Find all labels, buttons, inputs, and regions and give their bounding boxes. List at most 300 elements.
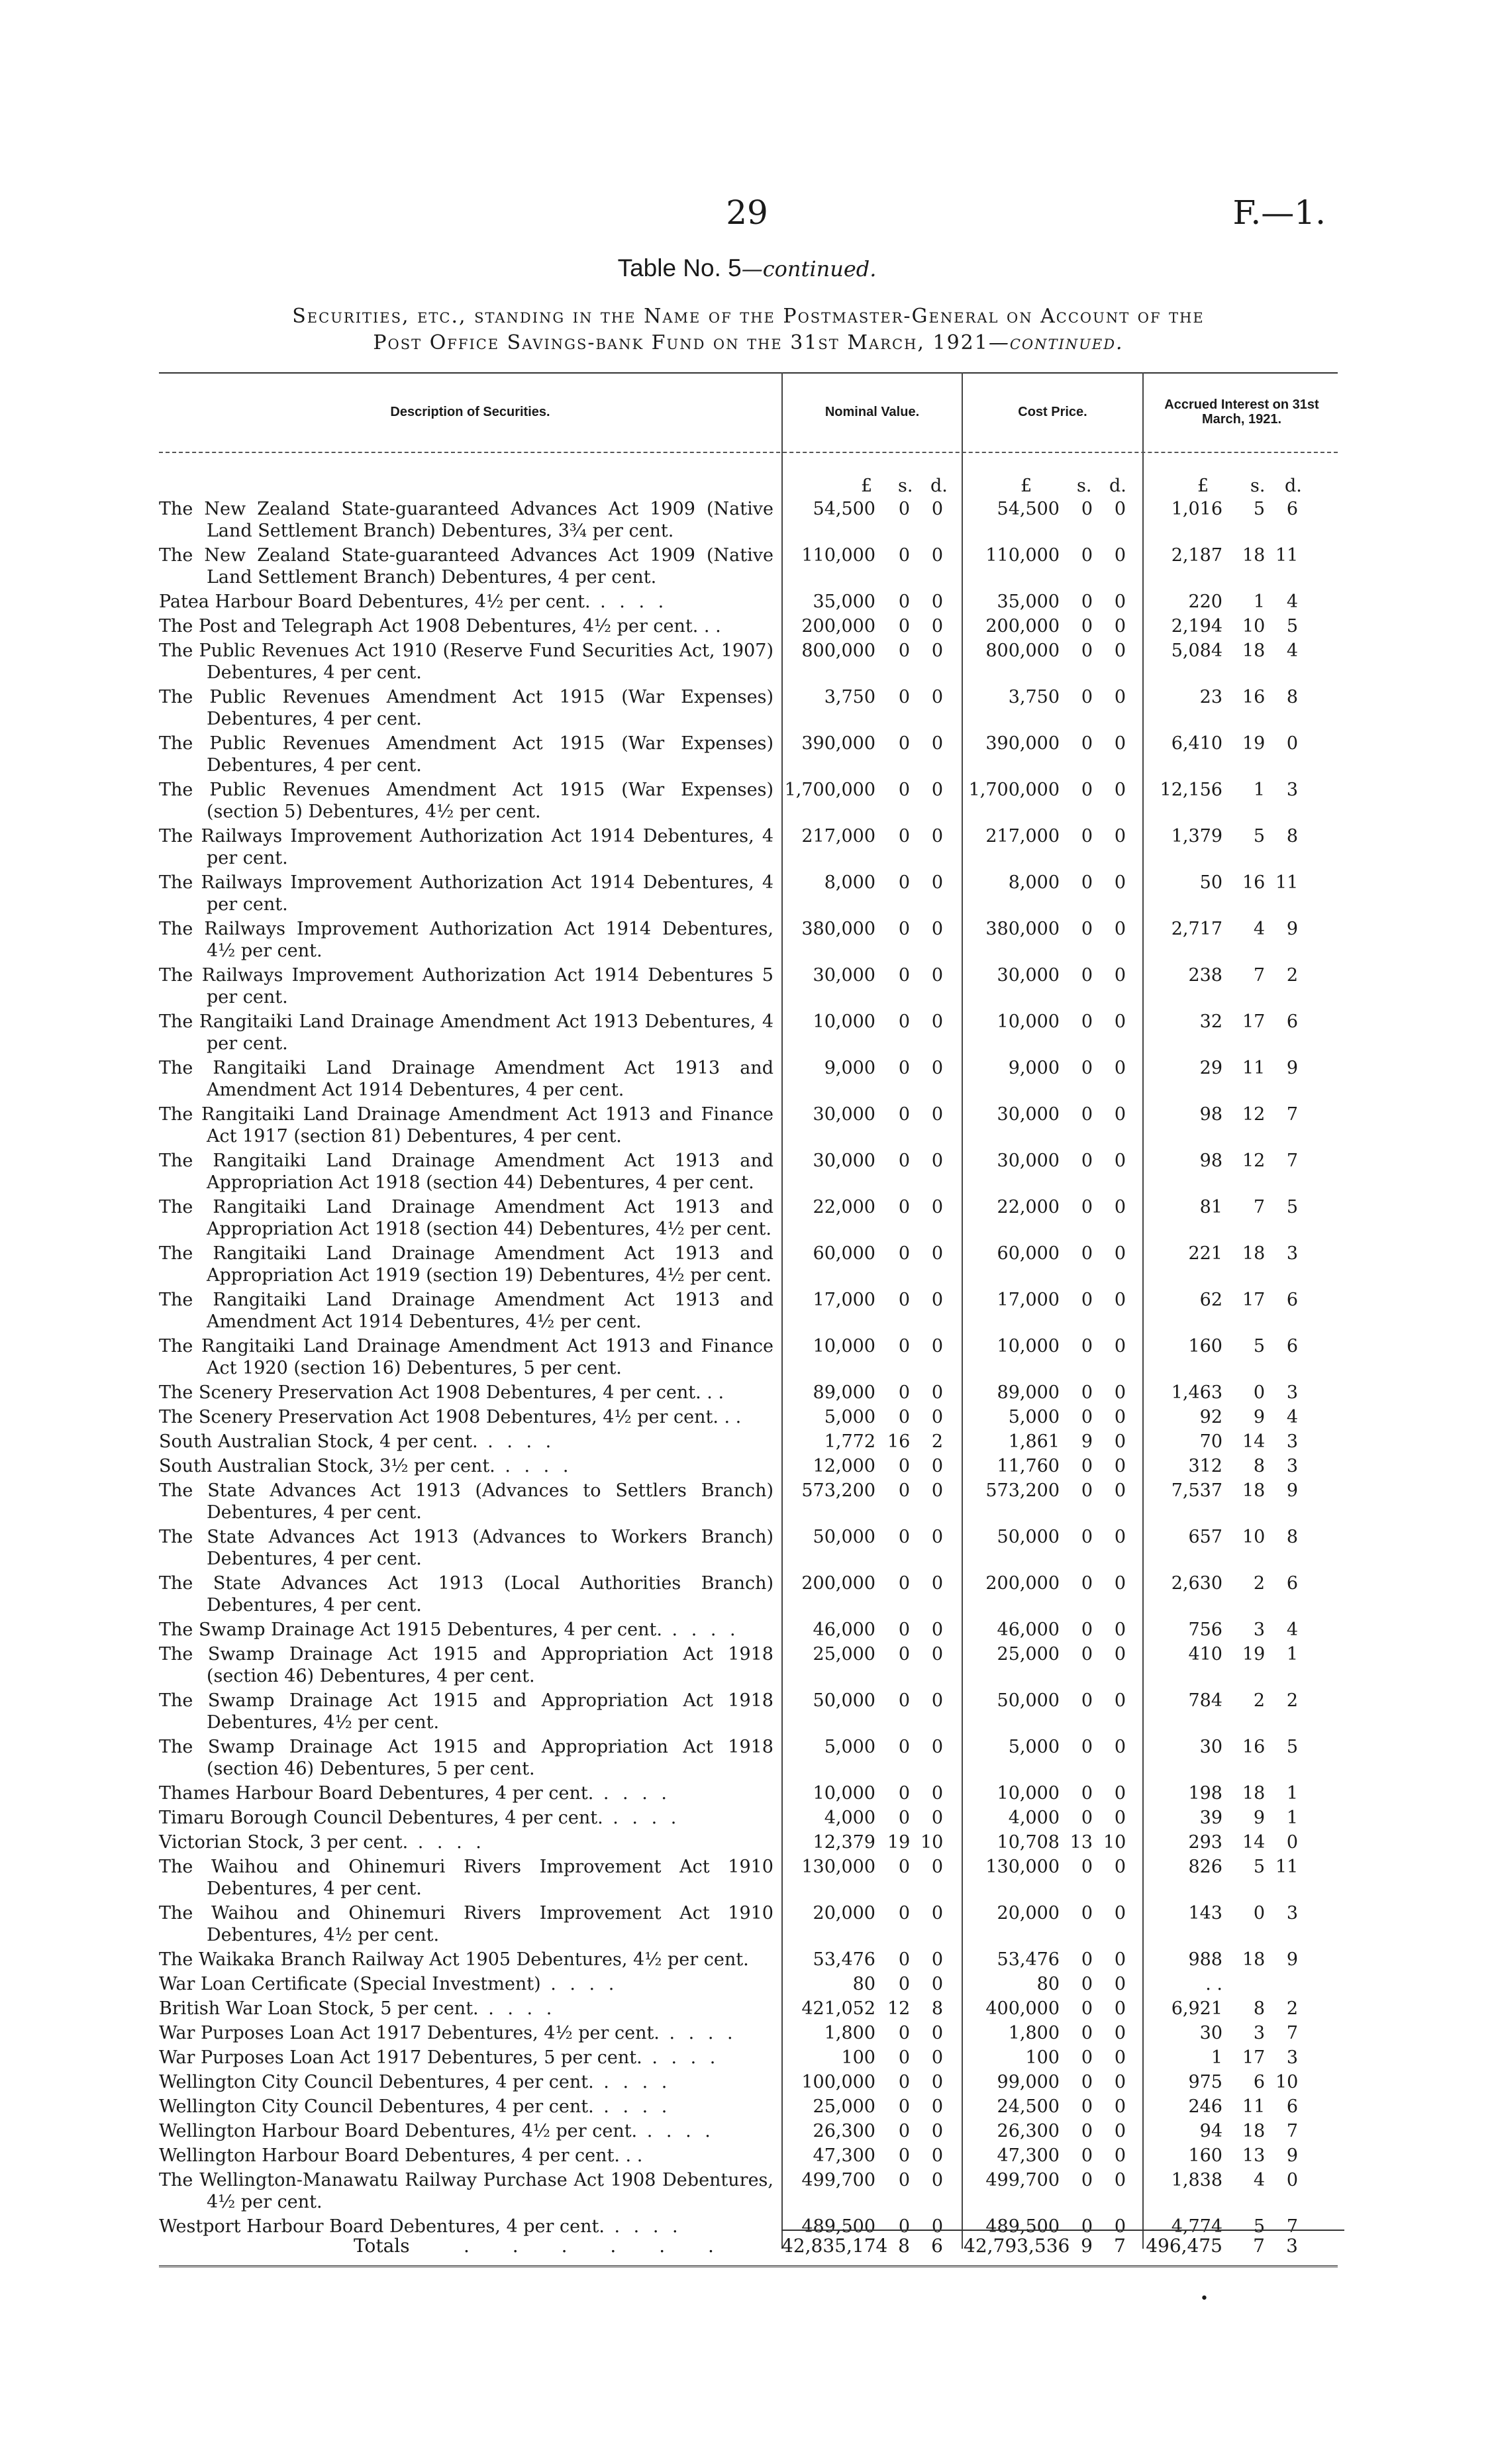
cost-pence: 0: [1114, 965, 1126, 986]
security-description: Patea Harbour Board Debentures, 4½ per cent. . . . .: [159, 591, 773, 613]
nominal-shillings: 0: [898, 1243, 910, 1264]
nominal-shillings: 0: [898, 1949, 910, 1970]
nominal-shillings: 0: [898, 545, 910, 566]
cost-pounds: 17,000: [997, 1290, 1060, 1310]
nominal-shillings: 0: [898, 2072, 910, 2092]
interest-shillings: 14: [1242, 1431, 1266, 1452]
interest-pence: 9: [1286, 1949, 1298, 1970]
nominal-pence: 0: [931, 1903, 943, 1924]
interest-shillings: 16: [1242, 687, 1266, 707]
interest-pounds: 5,084: [1171, 641, 1222, 661]
cost-pence: 0: [1114, 1903, 1126, 1924]
interest-shillings: 18: [1242, 2121, 1266, 2141]
interest-shillings: 18: [1242, 1783, 1266, 1804]
cost-shillings: 0: [1081, 1336, 1093, 1357]
cost-pence: 0: [1114, 872, 1126, 893]
nominal-pounds: 573,200: [801, 1480, 875, 1501]
interest-pence: 7: [1286, 2121, 1298, 2141]
nominal-pounds: 5,000: [824, 1737, 875, 1757]
nominal-pounds: 200,000: [801, 616, 875, 637]
cost-pence: 0: [1114, 1407, 1126, 1427]
security-description-cell: [159, 591, 773, 613]
cost-pence: 0: [1114, 2096, 1126, 2117]
interest-shillings: 10: [1242, 1527, 1266, 1547]
cost-shillings: 0: [1081, 1104, 1093, 1125]
interest-shillings: 19: [1242, 733, 1266, 754]
interest-pence: 10: [1275, 2072, 1299, 2092]
nominal-shillings: 0: [898, 1290, 910, 1310]
security-description: The Rangitaiki Land Drainage Amendment Act 1913 and Finance Act 1917 (section 81) Debentures, 4 per cent.: [159, 1104, 773, 1147]
nominal-pence: 0: [931, 1737, 943, 1757]
nominal-pence: 0: [931, 1243, 943, 1264]
nominal-shillings: 0: [898, 1903, 910, 1924]
cost-pounds: 1,861: [1008, 1431, 1060, 1452]
cost-shillings: 0: [1081, 1407, 1093, 1427]
security-description: The Rangitaiki Land Drainage Amendment Act 1913 and Amendment Act 1914 Debentures, 4 per cent.: [159, 1058, 773, 1100]
table-heading: [159, 303, 1338, 356]
interest-pounds: 2,187: [1171, 545, 1222, 566]
nominal-shillings: 0: [898, 2096, 910, 2117]
cost-pence: 0: [1114, 1619, 1126, 1640]
cost-pounds: 99,000: [997, 2072, 1060, 2092]
interest-pounds: 410: [1188, 1644, 1222, 1665]
cost-pence: 0: [1114, 1690, 1126, 1711]
table-row: [0, 1150, 1494, 1196]
table-row: [0, 1973, 1494, 1998]
cost-shillings: 0: [1081, 1690, 1093, 1711]
nominal-shillings: 0: [898, 687, 910, 707]
cost-shillings: 0: [1081, 1644, 1093, 1665]
nominal-pence: 0: [931, 2023, 943, 2043]
nominal-pounds: 390,000: [801, 733, 875, 754]
security-description: The Scenery Preservation Act 1908 Debentures, 4 per cent. . .: [159, 1382, 724, 1403]
table-row: [0, 1431, 1494, 1455]
table-row: [0, 1406, 1494, 1431]
security-description-cell: [159, 2169, 773, 2213]
cost-pence: 0: [1114, 1974, 1126, 1994]
interest-shillings: 18: [1242, 1243, 1266, 1264]
interest-pounds: . .: [1205, 1974, 1222, 1994]
interest-shillings: 8: [1253, 1998, 1265, 2019]
interest-pounds: 826: [1188, 1857, 1222, 1877]
security-description-cell: [159, 1643, 773, 1687]
security-description: The Public Revenues Amendment Act 1915 (War Expenses) (section 5) Debentures, 4½ per cent.: [159, 780, 773, 822]
interest-shillings: 0: [1253, 1382, 1265, 1403]
security-description: The State Advances Act 1913 (Local Authorities Branch) Debentures, 4 per cent.: [159, 1573, 773, 1616]
table-row: [0, 640, 1494, 686]
security-description-cell: [159, 1782, 773, 1804]
cost-pence: 0: [1114, 1243, 1126, 1264]
cost-pence: 0: [1114, 2145, 1126, 2166]
interest-shillings: 5: [1253, 1336, 1265, 1357]
nominal-shillings: 0: [898, 1011, 910, 1032]
nominal-shillings: 0: [898, 1407, 910, 1427]
table-row: [0, 779, 1494, 825]
security-description-cell: [159, 686, 773, 730]
interest-pounds: 98: [1199, 1104, 1222, 1125]
totals-row: [0, 2235, 1494, 2259]
security-description-cell: [159, 2022, 773, 2044]
interest-pence: 11: [1275, 1857, 1299, 1877]
nominal-shillings: 0: [898, 1783, 910, 1804]
security-description-cell: [159, 1690, 773, 1733]
security-description: War Purposes Loan Act 1917 Debentures, 4½ per cent. . . . .: [159, 2022, 773, 2044]
nominal-pounds: 100: [841, 2047, 875, 2068]
security-description-cell: [159, 733, 773, 776]
security-description: British War Loan Stock, 5 per cent. . . . .: [159, 1998, 773, 2020]
security-description: The Railways Improvement Authorization Act 1914 Debentures 5 per cent.: [159, 965, 773, 1007]
nominal-pence: 0: [931, 1336, 943, 1357]
cost-pounds: 54,500: [997, 499, 1060, 519]
nominal-pounds: 489,500: [801, 2216, 875, 2237]
interest-pence: 3: [1286, 2047, 1298, 2068]
interest-pounds: 988: [1188, 1949, 1222, 1970]
table-row: [0, 1289, 1494, 1335]
totals-rule: [781, 2230, 1344, 2231]
cost-pounds: 20,000: [997, 1903, 1060, 1924]
table-row: [0, 1736, 1494, 1782]
nominal-pounds: 22,000: [813, 1197, 875, 1217]
nominal-pence: 0: [931, 1407, 943, 1427]
nominal-pence: 0: [931, 1104, 943, 1125]
interest-pence: 3: [1286, 1431, 1298, 1452]
cost-shillings: 0: [1081, 2170, 1093, 2190]
nominal-pounds: 47,300: [813, 2145, 875, 2166]
security-description: Westport Harbour Board Debentures, 4 per cent. . . . .: [159, 2216, 773, 2237]
cost-pounds: 200,000: [985, 1573, 1060, 1594]
cost-pounds: 573,200: [985, 1480, 1060, 1501]
cost-shillings: 0: [1081, 1857, 1093, 1877]
interest-pence: 1: [1286, 1644, 1298, 1665]
cost-pence: 0: [1114, 1104, 1126, 1125]
security-description-cell: [159, 1104, 773, 1147]
nominal-shillings: 0: [898, 1857, 910, 1877]
interest-pence: 4: [1286, 641, 1298, 661]
interest-pence: 0: [1286, 733, 1298, 754]
interest-shillings: 1: [1253, 591, 1265, 612]
cost-shillings: 0: [1081, 2121, 1093, 2141]
nominal-shillings: 19: [887, 1832, 911, 1853]
nominal-pence: 0: [931, 2145, 943, 2166]
table-row: [0, 2145, 1494, 2169]
cost-shillings: 0: [1081, 2023, 1093, 2043]
nominal-pence: 0: [931, 1527, 943, 1547]
security-description: The Waikaka Branch Railway Act 1905 Debentures, 4½ per cent.: [159, 1949, 749, 1970]
cost-pounds: 50,000: [997, 1690, 1060, 1711]
security-description: The Waihou and Ohinemuri Rivers Improvement Act 1910 Debentures, 4½ per cent.: [159, 1903, 773, 1945]
security-description-cell: [159, 640, 773, 684]
nominal-pence: 0: [931, 2096, 943, 2117]
interest-pence: 3: [1286, 1243, 1298, 1264]
totals-label: Totals: [354, 2235, 410, 2257]
interest-pence: 7: [1286, 1151, 1298, 1171]
heading-line-2: [159, 330, 1338, 356]
nominal-shillings: 0: [898, 1619, 910, 1640]
security-description: The New Zealand State-guaranteed Advances Act 1909 (Native Land Settlement Branch) Debentures, 3¾ per cent.: [159, 499, 773, 541]
nominal-pence: 0: [931, 616, 943, 637]
interest-shillings: 0: [1253, 1903, 1265, 1924]
interest-pence: 7: [1286, 2023, 1298, 2043]
nominal-pence: 8: [931, 1998, 943, 2019]
cost-shillings: 0: [1081, 919, 1093, 939]
security-description: The Swamp Drainage Act 1915 and Appropriation Act 1918 (section 46) Debentures, 4 per cent.: [159, 1644, 773, 1686]
interest-pence: 5: [1286, 616, 1298, 637]
cost-pence: 0: [1114, 1527, 1126, 1547]
interest-shillings: 8: [1253, 1456, 1265, 1476]
cost-pence: 0: [1114, 780, 1126, 800]
currency-units-row: [0, 476, 1494, 498]
nominal-pence: 0: [931, 2170, 943, 2190]
cost-pence: 0: [1114, 2047, 1126, 2068]
interest-pounds: 312: [1188, 1456, 1222, 1476]
nominal-pence: 0: [931, 1382, 943, 1403]
page-mark: •: [1200, 2290, 1209, 2307]
cost-shillings: 0: [1081, 499, 1093, 519]
interest-shillings: 1: [1253, 780, 1265, 800]
totals-cost-shillings: 9: [1081, 2235, 1093, 2257]
nominal-pence: 0: [931, 2121, 943, 2141]
security-description: The Post and Telegraph Act 1908 Debentures, 4½ per cent. . .: [159, 616, 721, 637]
security-description-cell: [159, 1243, 773, 1286]
security-description-cell: [159, 2120, 773, 2142]
security-description-cell: [159, 1406, 773, 1428]
interest-shillings: 3: [1253, 2023, 1265, 2043]
cost-pounds: 26,300: [997, 2121, 1060, 2141]
nominal-pounds: 1,700,000: [784, 780, 875, 800]
security-description-cell: [159, 498, 773, 542]
interest-pence: 0: [1286, 1832, 1298, 1853]
totals-nominal-shillings: 8: [898, 2235, 910, 2257]
nominal-pence: 0: [931, 2047, 943, 2068]
security-description-cell: [159, 872, 773, 915]
cost-pounds: 80: [1036, 1974, 1060, 1994]
interest-pounds: 23: [1199, 687, 1222, 707]
table-row: [0, 1831, 1494, 1856]
nominal-pounds: 1,772: [824, 1431, 875, 1452]
cost-shillings: 0: [1081, 872, 1093, 893]
cost-pounds: 53,476: [997, 1949, 1060, 1970]
totals-cost-pounds: 42,793,536: [964, 2235, 1070, 2257]
nominal-pounds: 46,000: [813, 1619, 875, 1640]
interest-pence: 8: [1286, 1527, 1298, 1547]
security-description: The Public Revenues Act 1910 (Reserve Fund Securities Act, 1907) Debentures, 4 per cent.: [159, 641, 773, 683]
nominal-pounds: 100,000: [801, 2072, 875, 2092]
cost-pence: 0: [1114, 1336, 1126, 1357]
cost-pounds: 24,500: [997, 2096, 1060, 2117]
cost-pounds: 89,000: [997, 1382, 1060, 1403]
security-description-cell: [159, 544, 773, 588]
nominal-pounds: 5,000: [824, 1407, 875, 1427]
cost-shillings: 9: [1081, 1431, 1093, 1452]
nominal-pounds: 12,379: [813, 1832, 875, 1853]
cost-shillings: 0: [1081, 1290, 1093, 1310]
cost-shillings: 0: [1081, 780, 1093, 800]
nominal-pence: 0: [931, 1974, 943, 1994]
table-row: [0, 2120, 1494, 2145]
table-row: [0, 1104, 1494, 1150]
cost-shillings: 0: [1081, 733, 1093, 754]
cost-pence: 0: [1114, 1737, 1126, 1757]
nominal-pence: 10: [921, 1832, 944, 1853]
unit-pound: £: [861, 476, 873, 496]
cost-pounds: 380,000: [985, 919, 1060, 939]
nominal-shillings: 0: [898, 2170, 910, 2190]
interest-pounds: 4,774: [1171, 2216, 1222, 2237]
cost-shillings: 0: [1081, 2047, 1093, 2068]
table-row: [0, 1011, 1494, 1057]
cost-pounds: 100: [1025, 2047, 1060, 2068]
interest-pence: 9: [1286, 919, 1298, 939]
cost-shillings: 13: [1070, 1832, 1093, 1853]
security-description-cell: [159, 2071, 773, 2093]
security-description-cell: [159, 1831, 773, 1853]
heading-line-2-text: Post Office Savings-bank Fund on the 31st March, 1921: [373, 331, 989, 354]
table-row: [0, 1243, 1494, 1289]
table-row: [0, 544, 1494, 591]
cost-pence: 0: [1114, 1058, 1126, 1078]
cost-pence: 0: [1114, 591, 1126, 612]
cost-shillings: 0: [1081, 687, 1093, 707]
nominal-pounds: 10,000: [813, 1011, 875, 1032]
table-row: [0, 918, 1494, 964]
column-header-interest: Accrued Interest on 31st March, 1921.: [1164, 397, 1319, 427]
cost-pounds: 46,000: [997, 1619, 1060, 1640]
nominal-shillings: 0: [898, 1527, 910, 1547]
cost-pence: 0: [1114, 687, 1126, 707]
table-row: [0, 1807, 1494, 1831]
interest-pounds: 29: [1199, 1058, 1222, 1078]
cost-pounds: 217,000: [985, 826, 1060, 847]
nominal-shillings: 0: [898, 1456, 910, 1476]
interest-shillings: 17: [1242, 1011, 1266, 1032]
interest-pounds: 30: [1199, 1737, 1222, 1757]
cost-shillings: 0: [1081, 1151, 1093, 1171]
table-row: [0, 1455, 1494, 1480]
security-description: The Rangitaiki Land Drainage Amendment Act 1913 and Amendment Act 1914 Debentures, 4½ per cent.: [159, 1290, 773, 1332]
interest-shillings: 18: [1242, 1480, 1266, 1501]
security-description: The Swamp Drainage Act 1915 and Appropriation Act 1918 Debentures, 4½ per cent.: [159, 1690, 773, 1733]
interest-pence: 0: [1286, 2170, 1298, 2190]
nominal-shillings: 0: [898, 2145, 910, 2166]
interest-shillings: 14: [1242, 1832, 1266, 1853]
security-description-cell: [159, 1973, 773, 1995]
cost-shillings: 0: [1081, 1480, 1093, 1501]
security-description: The State Advances Act 1913 (Advances to Workers Branch) Debentures, 4 per cent.: [159, 1527, 773, 1569]
table-row: [0, 1480, 1494, 1526]
nominal-shillings: 0: [898, 591, 910, 612]
nominal-pence: 0: [931, 1011, 943, 1032]
nominal-pounds: 30,000: [813, 1151, 875, 1171]
security-description-cell: [159, 1807, 773, 1829]
cost-pence: 0: [1114, 1011, 1126, 1032]
interest-shillings: 7: [1253, 1197, 1265, 1217]
security-description: The Public Revenues Amendment Act 1915 (War Expenses) Debentures, 4 per cent.: [159, 687, 773, 729]
cost-pence: 0: [1114, 545, 1126, 566]
nominal-shillings: 12: [887, 1998, 911, 2019]
nominal-pence: 2: [931, 1431, 943, 1452]
totals-cost-pence: 7: [1114, 2235, 1126, 2257]
cost-pounds: 489,500: [985, 2216, 1060, 2237]
unit-shilling: s.: [1077, 476, 1092, 496]
cost-pounds: 47,300: [997, 2145, 1060, 2166]
interest-pounds: 81: [1199, 1197, 1222, 1217]
cost-pence: 0: [1114, 2121, 1126, 2141]
nominal-pounds: 50,000: [813, 1690, 875, 1711]
table-bottom-rule: [159, 2265, 1338, 2267]
security-description-cell: [159, 2047, 773, 2069]
nominal-shillings: 0: [898, 1573, 910, 1594]
table-row: [0, 1949, 1494, 1973]
nominal-shillings: 16: [887, 1431, 911, 1452]
nominal-pence: 0: [931, 780, 943, 800]
nominal-pounds: 421,052: [801, 1998, 875, 2019]
nominal-pence: 0: [931, 1480, 943, 1501]
interest-shillings: 13: [1242, 2145, 1266, 2166]
table-row: [0, 872, 1494, 918]
cost-pounds: 22,000: [997, 1197, 1060, 1217]
security-description: South Australian Stock, 3½ per cent. . . . .: [159, 1455, 773, 1477]
interest-pounds: 220: [1188, 591, 1222, 612]
unit-shilling: s.: [898, 476, 913, 496]
nominal-pence: 0: [931, 1619, 943, 1640]
interest-shillings: 4: [1253, 919, 1265, 939]
cost-shillings: 0: [1081, 1197, 1093, 1217]
cost-pounds: 800,000: [985, 641, 1060, 661]
table-row: [0, 1335, 1494, 1382]
unit-pence: d.: [1109, 476, 1126, 496]
interest-shillings: 17: [1242, 2047, 1266, 2068]
nominal-pounds: 53,476: [813, 1949, 875, 1970]
interest-pence: 4: [1286, 1619, 1298, 1640]
cost-pence: 0: [1114, 1456, 1126, 1476]
table-row: [0, 1998, 1494, 2022]
nominal-shillings: 0: [898, 641, 910, 661]
security-description: Wellington City Council Debentures, 4 per cent. . . . .: [159, 2096, 773, 2118]
interest-pence: 8: [1286, 687, 1298, 707]
security-description: The Rangitaiki Land Drainage Amendment Act 1913 and Appropriation Act 1918 (section 44) Debentures, 4½ per cent.: [159, 1197, 773, 1239]
interest-shillings: 17: [1242, 1290, 1266, 1310]
nominal-shillings: 0: [898, 1058, 910, 1078]
cost-pounds: 390,000: [985, 733, 1060, 754]
nominal-pence: 0: [931, 2216, 943, 2237]
nominal-shillings: 0: [898, 1336, 910, 1357]
table-title-text: Table No. 5: [617, 254, 742, 282]
interest-shillings: 12: [1242, 1151, 1266, 1171]
security-description-cell: [159, 1736, 773, 1780]
interest-pounds: 12,156: [1160, 780, 1222, 800]
nominal-shillings: 0: [898, 1104, 910, 1125]
table-row: [0, 2047, 1494, 2071]
interest-pence: 3: [1286, 780, 1298, 800]
cost-shillings: 0: [1081, 1998, 1093, 2019]
interest-shillings: 6: [1253, 2072, 1265, 2092]
table-row: [0, 1856, 1494, 1902]
nominal-shillings: 0: [898, 1197, 910, 1217]
cost-shillings: 0: [1081, 1783, 1093, 1804]
interest-pounds: 246: [1188, 2096, 1222, 2117]
nominal-pounds: 8,000: [824, 872, 875, 893]
interest-shillings: 7: [1253, 965, 1265, 986]
interest-pence: 11: [1275, 545, 1299, 566]
cost-pounds: 9,000: [1008, 1058, 1060, 1078]
nominal-pence: 0: [931, 545, 943, 566]
nominal-pounds: 9,000: [824, 1058, 875, 1078]
cost-pounds: 10,000: [997, 1783, 1060, 1804]
cost-pounds: 10,000: [997, 1336, 1060, 1357]
cost-shillings: 0: [1081, 2145, 1093, 2166]
cost-pounds: 11,760: [997, 1456, 1060, 1476]
interest-pounds: 756: [1188, 1619, 1222, 1640]
